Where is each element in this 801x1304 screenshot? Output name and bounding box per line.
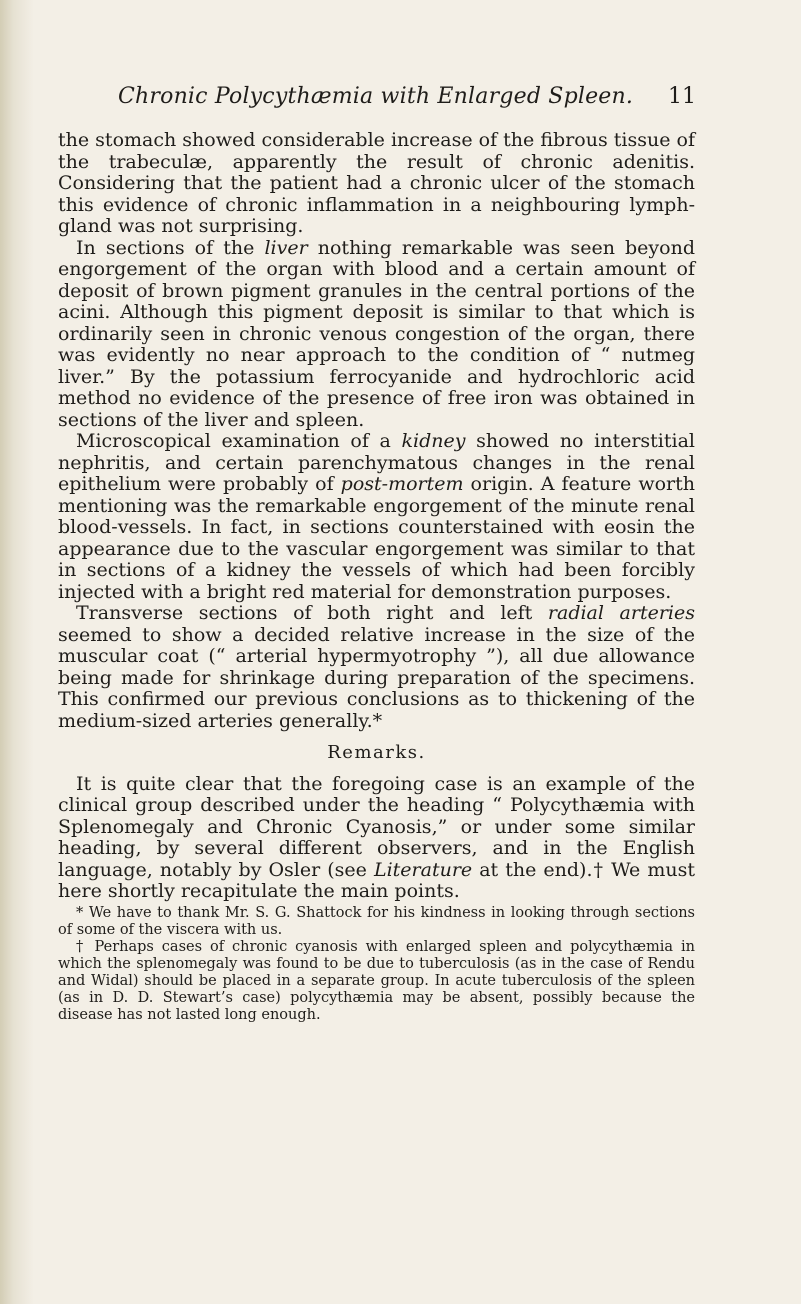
paragraph-text: showed no interstitial nephritis, and certain parenchymatous changes in the renal epithelium were probably of bbox=[58, 430, 695, 495]
paragraph-text: at the end).† We must here shortly recapitulate the main points. bbox=[58, 858, 695, 902]
running-title: Chronic Polycythæmia with Enlarged Spleen. bbox=[118, 84, 634, 109]
paragraph-text: It is quite clear that the foregoing case is an example of the clinical group described under the heading “ Polycythæmia with Splenomegaly and Chronic Cyanosis,” or under some similar heading, by several different observers, and in the English language, notably by Osler (see bbox=[58, 772, 695, 881]
page-number: 11 bbox=[668, 84, 696, 109]
emphasis-post-mortem: post-mortem bbox=[340, 473, 464, 495]
paragraph-text: Microscopical examination of a bbox=[76, 430, 402, 452]
paragraph-liver bbox=[58, 238, 695, 432]
footnote-2: † Perhaps cases of chronic cyanosis with enlarged spleen and polycythæmia in which the splenomegaly was found to be due to tuberculosis (as in the case of Rendu and Widal) should be placed in a separate group. In acute tuberculosis of the spleen (as in D. D. Stewart’s case) polycythæmia may be absent, possibly because the disease has not lasted long enough. bbox=[58, 938, 695, 1023]
paragraph-text: origin. A feature worth mentioning was the remarkable engorgement of the minute renal blood-vessels. In fact, in sections counterstained with eosin the appearance due to the vascular engorgement was similar to that in sections of a kidney the vessels of which had been forcibly injected with a bright red material for demonstration purposes. bbox=[58, 473, 695, 603]
paragraph-text: seemed to show a decided relative increase in the size of the muscular coat (“ arterial hypermyotrophy ”), all due allowance being made for shrinkage during preparation of the specimens. This confirmed our previous conclusions as to thickening of the medium-sized arteries generally.* bbox=[58, 623, 695, 732]
emphasis-liver: liver bbox=[264, 236, 308, 259]
paragraph-stomach: the stomach showed considerable increase of the fibrous tissue of the trabeculæ, apparently the result of chronic adenitis. Considering that the patient had a chronic ulcer of the stomach this evidence of chronic inflammation in a neighbouring lymph-gland was not surprising. bbox=[58, 129, 695, 237]
paragraph-text: In sections of the bbox=[76, 236, 265, 259]
paragraph-text: nothing remarkable was seen beyond engorgement of the organ with blood and a certain amount of deposit of brown pigment granules in the central portions of the acini. Although this pigment deposit is similar to that which is ordinarily seen in chronic venous congestion of the organ, there was evidently no near approach to the condition of “ nutmeg liver.” By the potassium ferrocyanide and hydrochloric acid method no evidence of the presence of free iron was obtained in sections of the liver and spleen. bbox=[58, 236, 695, 431]
paragraph-remarks bbox=[58, 774, 695, 903]
running-header bbox=[118, 84, 696, 116]
page-body bbox=[58, 130, 695, 1024]
paragraph-arteries bbox=[58, 603, 695, 732]
page-edge-shadow bbox=[0, 0, 34, 1304]
footnotes bbox=[58, 905, 695, 1024]
emphasis-literature: Literature bbox=[373, 858, 473, 881]
emphasis-kidney: kidney bbox=[401, 430, 466, 452]
footnote-1: * We have to thank Mr. S. G. Shattock for his kindness in looking through sections of some of the viscera with us. bbox=[58, 904, 695, 938]
paragraph-kidney bbox=[58, 431, 695, 603]
section-heading-remarks: Remarks. bbox=[327, 742, 426, 763]
paragraph-text: Transverse sections of both right and left bbox=[76, 602, 548, 624]
emphasis-radial-arteries: radial arteries bbox=[547, 602, 695, 624]
